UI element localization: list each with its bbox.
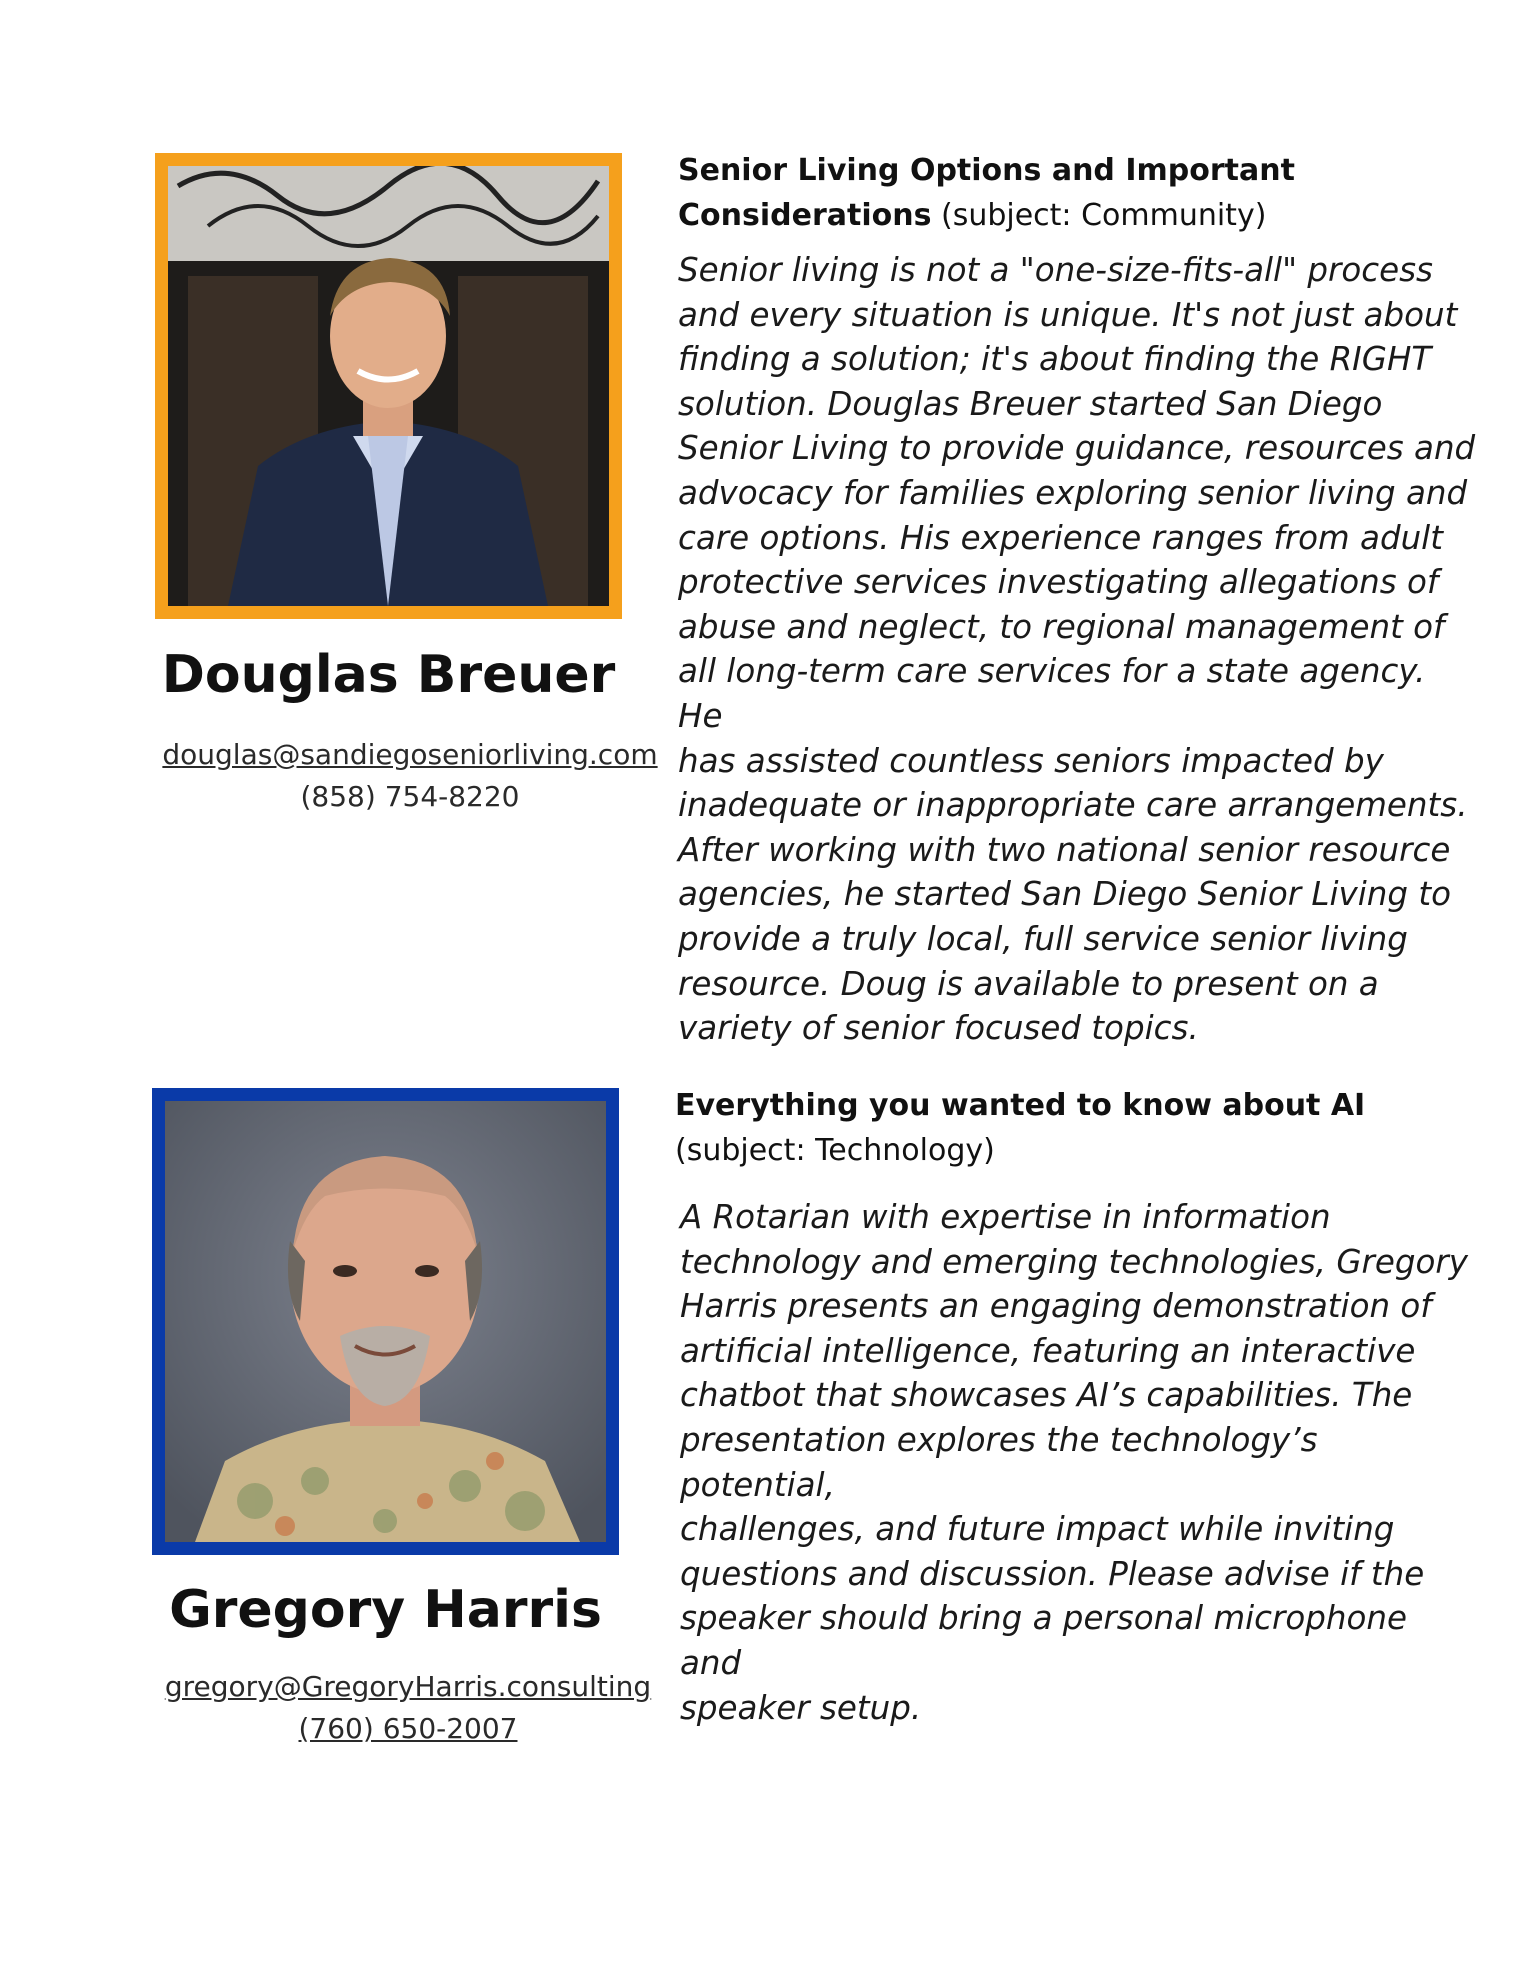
talk-subject: (subject: Community) xyxy=(940,198,1267,233)
email-link[interactable]: gregory@GregoryHarris.consulting xyxy=(164,1670,652,1703)
portrait-image xyxy=(168,166,609,606)
speaker-name: Gregory Harris xyxy=(169,1580,602,1640)
speaker-contact xyxy=(160,734,660,818)
talk-section xyxy=(678,148,1478,1051)
gregory-harris-photo xyxy=(152,1088,619,1555)
email-link[interactable]: douglas@sandiegoseniorliving.com xyxy=(162,738,658,771)
phone-link[interactable]: (760) 650-2007 xyxy=(298,1712,518,1745)
speaker-name: Douglas Breuer xyxy=(161,645,616,705)
speaker-contact xyxy=(148,1666,668,1750)
talk-title-line1: Senior Living Options and Important xyxy=(678,153,1295,188)
talk-title-text: Everything you wanted to know about AI xyxy=(675,1088,1366,1123)
talk-subject: (subject: Technology) xyxy=(675,1133,995,1168)
talk-title-line2: Considerations xyxy=(678,198,932,233)
talk-title xyxy=(678,148,1478,238)
talk-description: Senior living is not a "one-size-fits-all" process and every situation is unique. It's not just about finding a solution; it's about finding the RIGHT solution. Douglas Breuer started San Diego Senior Living to provide guidance, resources and advocacy for families exploring senior living and care options. His experience ranges from adult protective services investigating allegations of abuse and neglect, to regional management of all long-term care services for a state agency. He has assisted countless seniors impacted by inadequate or inappropriate care arrangements. After working with two national senior resource agencies, he started San Diego Senior Living to provide a truly local, full service senior living resource. Doug is available to present on a variety of senior focused topics. xyxy=(678,251,1476,1048)
portrait-image xyxy=(165,1101,606,1542)
talk-title xyxy=(675,1083,1475,1173)
douglas-breuer-photo xyxy=(155,153,622,619)
talk-description: A Rotarian with expertise in information technology and emerging technologies, Gregory Harris presents an engaging demonstration of artificial intelligence, featuring an interactive chatbot that showcases AI’s capabilities. The presentation explores the technology’s potential, challenges, and future impact while inviting questions and discussion. Please advise if the speaker should bring a personal microphone and speaker setup. xyxy=(680,1198,1468,1727)
phone-number: (858) 754-8220 xyxy=(300,780,520,813)
talk-section xyxy=(675,1083,1475,1730)
